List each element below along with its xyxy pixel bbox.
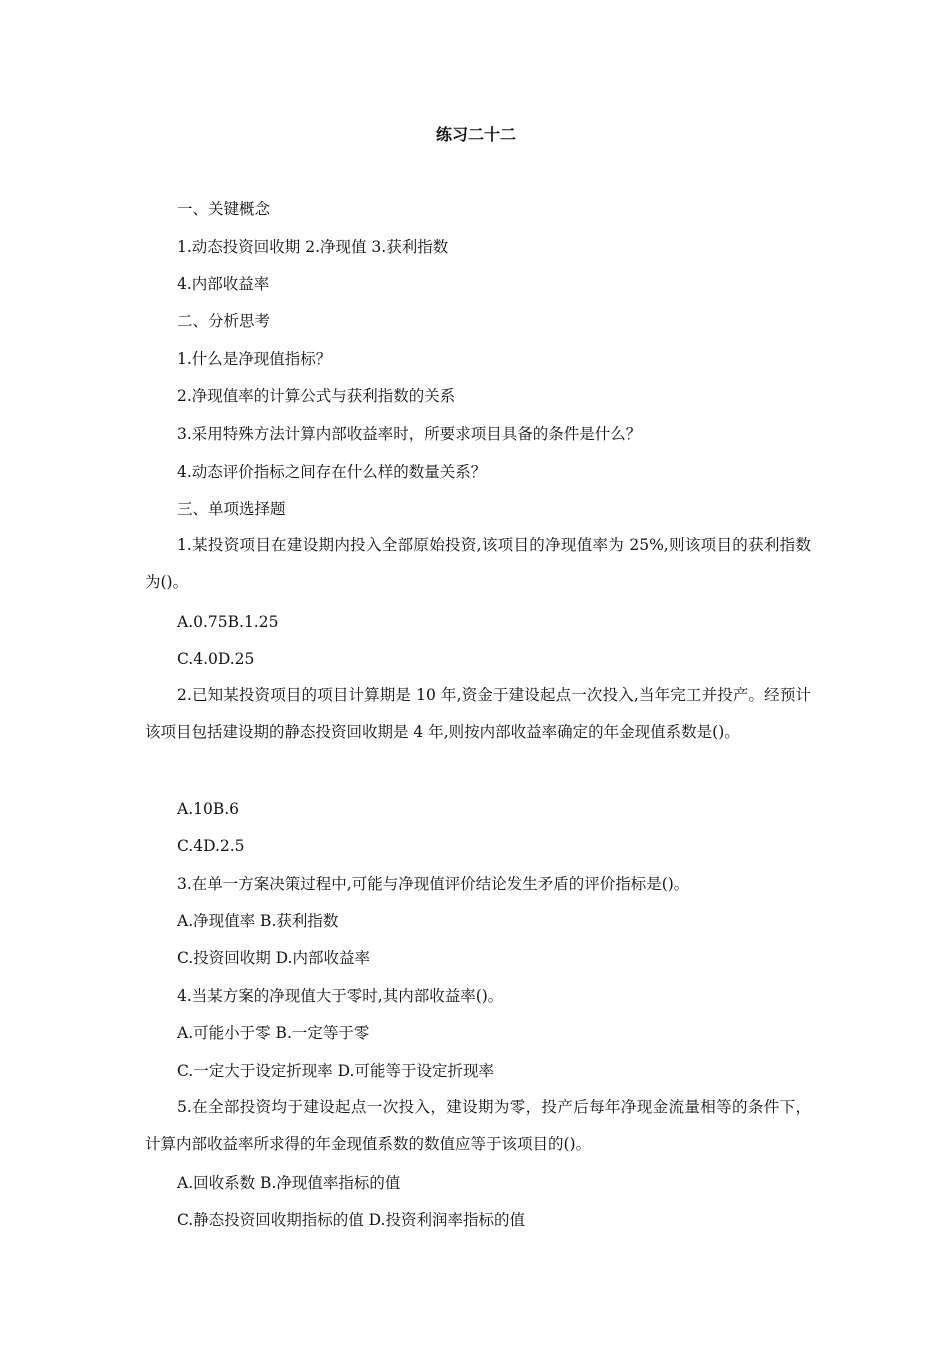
- choice-question-4: 4.当某方案的净现值大于零时,其内部收益率()。: [177, 987, 504, 1005]
- analysis-question-2: 2.净现值率的计算公式与获利指数的关系: [177, 387, 456, 405]
- choice-question-5: 5.在全部投资均于建设起点一次投入，建设期为零，投产后每年净现金流量相等的条件下，计算内部收益率所求得的年金现值系数的数值应等于该项目的()。: [145, 1098, 811, 1153]
- choice-question-1: 1.某投资项目在建设期内投入全部原始投资,该项目的净现值率为 25%,则该项目的获利指数为()。: [145, 536, 811, 591]
- choice-question-4-options-cd: C.一定大于设定折现率 D.可能等于设定折现率: [177, 1062, 494, 1080]
- choice-question-1-options-ab: A.0.75B.1.25: [177, 613, 279, 631]
- key-concepts-line-2: 4.内部收益率: [177, 275, 270, 293]
- choice-question-2-options-cd: C.4D.2.5: [177, 837, 245, 855]
- choice-question-2: 2.已知某投资项目的项目计算期是 10 年,资金于建设起点一次投入,当年完工并投产。经预计该项目包括建设期的静态投资回收期是 4 年,则按内部收益率确定的年金现值系数是()。: [145, 686, 811, 741]
- section-heading-single-choice: 三、单项选择题: [177, 500, 286, 518]
- analysis-question-3: 3.采用特殊方法计算内部收益率时，所要求项目具备的条件是什么？: [177, 425, 642, 443]
- choice-question-2-options-ab: A.10B.6: [177, 800, 240, 818]
- choice-question-4-options-ab: A.可能小于零 B.一定等于零: [177, 1024, 370, 1042]
- choice-question-3-options-cd: C.投资回收期 D.内部收益率: [177, 949, 370, 967]
- section-heading-analysis: 二、分析思考: [177, 312, 271, 330]
- key-concepts-line-1: 1.动态投资回收期 2.净现值 3.获利指数: [177, 238, 449, 256]
- choice-question-5-options-cd: C.静态投资回收期指标的值 D.投资利润率指标的值: [177, 1211, 525, 1229]
- choice-question-3-options-ab: A.净现值率 B.获利指数: [177, 912, 339, 930]
- document-title: 练习二十二: [435, 125, 516, 144]
- section-heading-key-concepts: 一、关键概念: [177, 200, 271, 218]
- choice-question-5-options-ab: A.回收系数 B.净现值率指标的值: [177, 1174, 401, 1192]
- choice-question-1-options-cd: C.4.0D.25: [177, 650, 255, 668]
- analysis-question-1: 1.什么是净现值指标？: [177, 350, 332, 368]
- choice-question-3: 3.在单一方案决策过程中,可能与净现值评价结论发生矛盾的评价指标是()。: [177, 875, 690, 893]
- analysis-question-4: 4.动态评价指标之间存在什么样的数量关系？: [177, 463, 487, 481]
